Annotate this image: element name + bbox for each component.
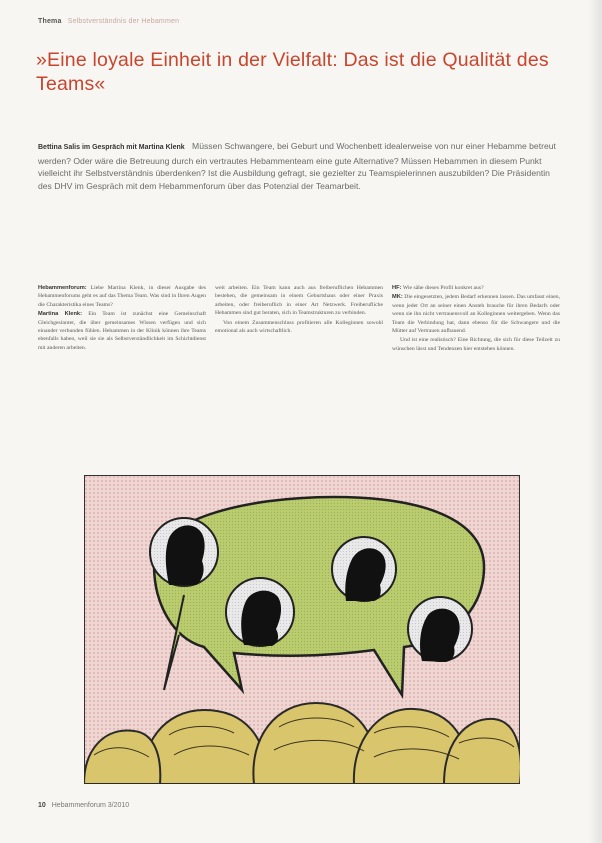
answer-speaker: Martina Klenk:: [38, 311, 82, 318]
publication-name: Hebammenforum 3/2010: [51, 802, 130, 809]
headline: »Eine loyale Einheit in der Vielfalt: Das ist die Qualität des Teams«: [36, 49, 549, 95]
article-column-3: [392, 284, 560, 354]
answer-speaker: MK:: [392, 294, 403, 301]
body-paragraph: weit arbeiten. Ein Team kann auch aus freiberuflichen Hebammen bestehen, die gemeinsam in einem Geburtshaus oder einer Praxis arbeiten, oder freiberuflich in einer Art Netzwerk. Freiberufliche Hebammen sind gut beraten, sich in Teamstrukturen zu verbinden.: [215, 285, 383, 317]
question-speaker: HF:: [392, 285, 402, 291]
article-column-2: [215, 284, 383, 336]
question-speaker: Hebammenforum:: [38, 285, 87, 291]
page-edge-shadow: [588, 0, 602, 843]
answer-text: Die eingesetzten, jedem Bedarf erkennen lassen. Das umfasst einen, wenn jeder Ort an seiner einen Ansteh brauche für ihren Bedarfs oder wenn sie ihn nicht vertrauensvoll an Kolleginnen weitergeben. Wenn das Team die Verbindung hat, dann ebenso für die Schwangere und die Mütter auf Vertrauen aufbauend.: [392, 294, 560, 335]
body-paragraph: Von einem Zusammenschluss profitieren alle Kolleginnen sowohl emotional als auch wirtschaftlich.: [215, 319, 383, 335]
portrait-3: [332, 537, 396, 601]
section-topic: Selbstverständnis der Hebammen: [67, 18, 180, 25]
answer-paragraph: [38, 310, 206, 352]
question-text: Wie sähe dieses Profil konkret aus?: [402, 285, 484, 291]
question-paragraph: [38, 284, 206, 309]
question-text: Liebe Martina Klenk, in dieser Ausgabe des Hebammenforums geht es auf das Thema Team. Was sind in Ihren Augen die Charakteristika eines Teams?: [38, 285, 206, 308]
page-number: 10: [38, 802, 46, 809]
byline: Bettina Salis im Gespräch mit Martina Klenk: [38, 144, 185, 151]
portrait-1: [150, 518, 218, 586]
answer-paragraph: [392, 293, 560, 335]
section-label: Thema: [38, 18, 62, 25]
article-column-1: [38, 284, 206, 353]
portrait-4: [408, 597, 472, 662]
intro-text: Müssen Schwangere, bei Geburt und Wochenbett idealerweise von nur einer Hebamme betreut werden? Oder wäre die Betreuung durch ein vertrautes Hebammenteam eine gute Alternative? Müssen Hebammen in diesem Punkt vielleicht ihr Selbstverständnis überdenken? Ist die Ausbildung gefragt, sie gezielter zu Teamspielerinnen auszubilden? Die Präsidentin des DHV im Gespräch mit dem Hebammenforum über das Potenzial der Teamarbeit.: [38, 141, 556, 191]
answer-text: Ein Team ist zunächst eine Gemeinschaft Gleichgesinnter, die über gemeinsames Wissen verfügen und sich einander verbunden fühlen. Hebammen in der Klinik können ihre Teams ebenfalls haben, weil sie sie als Selbstverständlichkeit im Schichtdienst mit anderen arbeiten.: [38, 311, 206, 351]
section-kicker: [38, 18, 179, 25]
team-illustration: [84, 475, 520, 784]
body-paragraph: Und ist eine realistisch? Eine Richtung, die sich für diese Teilzeit zu wünschen lässt und Tendenzen hier entstehen können.: [392, 337, 560, 352]
page-footer: [38, 802, 129, 809]
intro-paragraph: [38, 140, 558, 192]
portrait-2: [226, 578, 294, 646]
question-paragraph: [392, 284, 560, 292]
